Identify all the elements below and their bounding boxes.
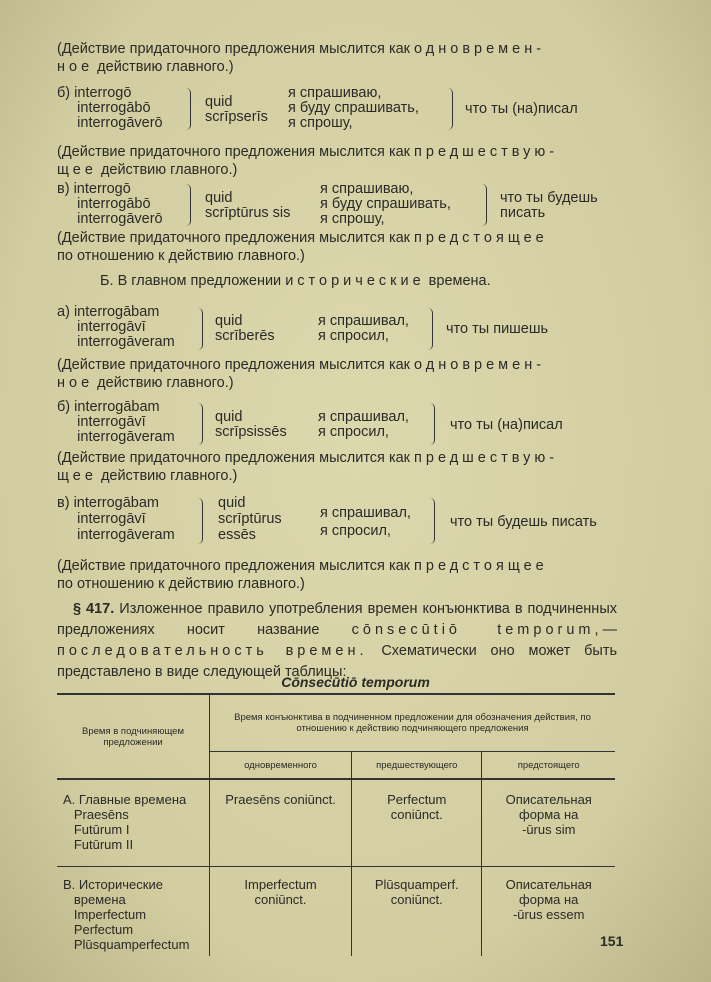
ru: я спрашивал, xyxy=(318,409,409,425)
table-row xyxy=(57,779,615,867)
label: в) xyxy=(57,495,70,511)
latin: scrīptūrus sis xyxy=(205,205,291,221)
latin-form xyxy=(205,191,290,221)
text: времена. xyxy=(428,273,491,289)
t: -ūrus sim xyxy=(522,822,576,837)
brace xyxy=(430,498,435,544)
latin-term: cōnsecūtiō temporum, xyxy=(351,622,603,638)
t: времена xyxy=(73,892,126,907)
latin: quid xyxy=(218,495,246,511)
text: по отношению к действию главного.) xyxy=(57,576,305,592)
brace xyxy=(428,308,433,350)
ru: я спрошу, xyxy=(320,211,385,227)
translation: что ты будешь писать xyxy=(450,514,597,530)
column-header: одновременного xyxy=(210,752,352,780)
verb: interrogāvī xyxy=(77,511,146,527)
latin-form xyxy=(215,314,275,344)
latin: scrīberēs xyxy=(215,328,275,344)
russian-list xyxy=(288,86,419,131)
label: б) xyxy=(57,85,71,101)
verb: interrogābam xyxy=(73,304,160,320)
text: (Действие придаточного предложения мыслится как xyxy=(57,450,411,466)
t: форма на xyxy=(519,892,579,907)
column-header: Время в подчиняющем предложении xyxy=(57,694,210,779)
t: форма на xyxy=(519,807,579,822)
ru: я спрашиваю, xyxy=(288,85,382,101)
spaced-text: ное xyxy=(57,375,94,391)
paragraph-note-6 xyxy=(57,557,617,593)
brace xyxy=(448,88,453,130)
spaced-text: исторические xyxy=(285,273,425,289)
ru: я спрашиваю, xyxy=(320,181,414,197)
paragraph-note-4 xyxy=(57,356,617,392)
latin: quid xyxy=(205,94,233,110)
cell xyxy=(57,867,210,957)
cell xyxy=(352,779,482,867)
column-header: предстоящего xyxy=(517,759,580,771)
brace xyxy=(198,308,203,350)
column-header: Время конъюнктива в подчиненном предложении для обозначения действия, по отношению к действию подчиняющего предложения xyxy=(234,712,591,734)
latin-form xyxy=(218,495,282,543)
section-heading xyxy=(100,273,491,289)
t: Описательная xyxy=(505,792,592,807)
verb-list xyxy=(57,182,163,227)
cell: Praesēns coniūnct. xyxy=(210,779,352,867)
verb: interrogāveram xyxy=(77,527,175,543)
latin: quid xyxy=(215,313,243,329)
brace xyxy=(186,88,191,130)
verb-list xyxy=(57,305,175,350)
verb: interrogāverō xyxy=(77,115,163,131)
latin-form xyxy=(205,95,268,125)
t: Praesēns xyxy=(73,807,129,822)
translation: что ты (на)писал xyxy=(450,417,563,433)
verb: interrogō xyxy=(74,85,132,101)
t: -ūrus essem xyxy=(512,907,585,922)
t: Futūrum I xyxy=(73,822,130,837)
russian-list xyxy=(318,410,409,440)
t: Perfectum xyxy=(387,792,447,807)
spaced-text: предшествую- xyxy=(414,450,559,466)
t: coniūnct. xyxy=(390,892,443,907)
russian-list xyxy=(320,182,451,227)
text: действию главного.) xyxy=(97,59,234,75)
latin: essēs xyxy=(218,527,256,543)
ru: я буду спрашивать, xyxy=(320,196,451,212)
verb: interrogāvī xyxy=(77,414,146,430)
verb: interrogābō xyxy=(77,100,151,116)
text: действию главного.) xyxy=(100,162,238,178)
text: Схематически оно может быть представлено в виде следующей таблицы: xyxy=(57,643,618,680)
t: А. Главные времена xyxy=(63,792,187,807)
brace xyxy=(482,184,487,226)
text: Б. В главном предложении xyxy=(100,273,282,289)
consecutio-table xyxy=(57,693,615,956)
latin: quid xyxy=(205,190,233,206)
text: (Действие придаточного предложения мыслится как xyxy=(57,357,411,373)
t: Plūsquamperfectum xyxy=(73,937,190,952)
cell xyxy=(352,867,482,957)
latin: scrīptūrus xyxy=(218,511,282,527)
t: Plūsquamperf. xyxy=(374,877,459,892)
translation xyxy=(500,191,598,221)
label: в) xyxy=(57,181,70,197)
latin: quid xyxy=(215,409,243,425)
ru: я спрошу, xyxy=(288,115,353,131)
verb-list xyxy=(57,400,175,445)
text: (Действие придаточного предложения мыслится как xyxy=(57,144,411,160)
text: действию главного.) xyxy=(97,375,234,391)
label: б) xyxy=(57,399,71,415)
page-number: 151 xyxy=(600,933,624,949)
column-header: предшествующего xyxy=(352,752,482,780)
table-row xyxy=(57,867,615,957)
label: а) xyxy=(57,304,70,320)
ru: я спросил, xyxy=(318,328,389,344)
paragraph-note-1 xyxy=(57,40,617,76)
t: В. Исторические xyxy=(63,877,163,892)
spaced-text: предстоящее xyxy=(414,558,548,574)
table-title: Cōnsecūtiō temporum xyxy=(281,674,430,690)
verb: interrogō xyxy=(73,181,131,197)
paragraph-note-2 xyxy=(57,143,617,179)
brace xyxy=(186,184,191,226)
t: coniūnct. xyxy=(254,892,307,907)
verb: interrogābam xyxy=(73,495,160,511)
verb-list xyxy=(57,86,163,131)
text: (Действие придаточного предложения мыслится как xyxy=(57,230,411,246)
spaced-text: щее xyxy=(57,162,97,178)
spaced-text: предшествую- xyxy=(414,144,559,160)
verb: interrogāvī xyxy=(77,319,146,335)
russian-list xyxy=(320,504,411,540)
russian-list xyxy=(318,314,409,344)
spaced-text: одновремен- xyxy=(414,41,546,57)
translation: что ты (на)писал xyxy=(465,101,578,117)
t: Описательная xyxy=(505,877,592,892)
t: Imperfectum xyxy=(73,907,147,922)
spaced-text: одновремен- xyxy=(414,357,546,373)
spaced-text: щее xyxy=(57,468,97,484)
paragraph-note-3 xyxy=(57,229,617,265)
text: (Действие придаточного предложения мыслится как xyxy=(57,558,411,574)
spaced-text: ное xyxy=(57,59,94,75)
latin-form xyxy=(215,410,287,440)
spaced-text: последовательность времен. xyxy=(57,643,368,659)
latin: scrīpsissēs xyxy=(215,424,287,440)
ru: я буду спрашивать, xyxy=(288,100,419,116)
verb: interrogāveram xyxy=(77,429,175,445)
brace xyxy=(198,498,203,544)
t: Futūrum II xyxy=(73,837,134,852)
ru: я спросил, xyxy=(320,523,391,539)
brace xyxy=(430,403,435,445)
t: Perfectum xyxy=(73,922,134,937)
brace xyxy=(198,403,203,445)
verb: interrogābam xyxy=(74,399,160,415)
text: — xyxy=(602,622,618,638)
cell xyxy=(482,779,615,867)
ru: я спросил, xyxy=(318,424,389,440)
text: по отношению к действию главного.) xyxy=(57,248,305,264)
cell xyxy=(57,779,210,867)
verb: interrogāverō xyxy=(77,211,163,227)
verb-list xyxy=(57,495,175,543)
tr: писать xyxy=(500,205,546,221)
t: coniūnct. xyxy=(390,807,443,822)
tr: что ты будешь xyxy=(500,190,598,206)
ru: я спрашивал, xyxy=(318,313,409,329)
cell xyxy=(482,867,615,957)
text: (Действие придаточного предложения мыслится как xyxy=(57,41,411,57)
verb: interrogāveram xyxy=(77,334,175,350)
paragraph-note-5 xyxy=(57,449,617,485)
text: действию главного.) xyxy=(100,468,238,484)
section-number: § 417. xyxy=(73,601,115,617)
latin: scrīpserīs xyxy=(205,109,268,125)
t: Imperfectum xyxy=(244,877,317,892)
spaced-text: предстоящее xyxy=(414,230,548,246)
translation: что ты пишешь xyxy=(446,321,549,337)
cell xyxy=(210,867,352,957)
text: Изложенное правило употребления времен конъюнктива в подчиненных предложениях носит название xyxy=(57,601,617,638)
section-417 xyxy=(57,599,617,683)
ru: я спрашивал, xyxy=(320,505,411,521)
verb: interrogābō xyxy=(77,196,151,212)
